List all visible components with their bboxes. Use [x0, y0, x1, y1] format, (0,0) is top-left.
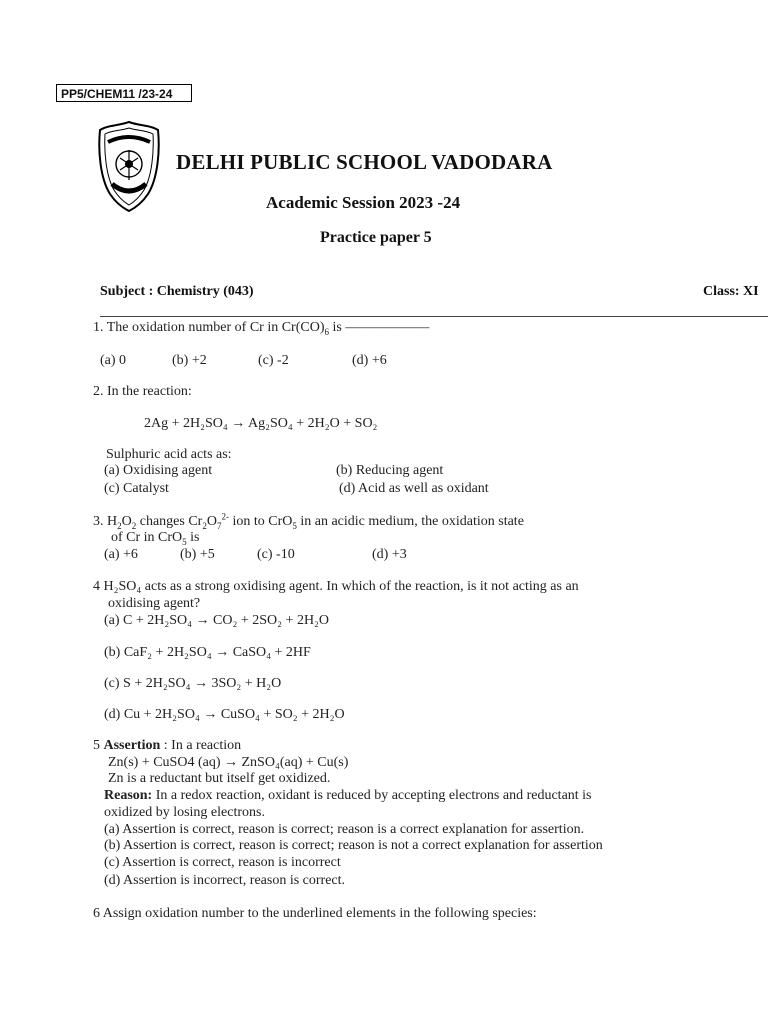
- q2-option-d: (d) Acid as well as oxidant: [339, 481, 489, 496]
- q5-reason-line2: oxidized by losing electrons.: [104, 805, 265, 820]
- q5-reaction: Zn(s) + CuSO4 (aq) → ZnSO₄(aq) + Cu(s): [108, 755, 349, 770]
- q2-reaction: 2Ag + 2H₂SO₄ → Ag₂SO₄ + 2H₂O + SO₂: [144, 416, 378, 431]
- q1-option-a: (a) 0: [100, 353, 127, 368]
- q3-option-b: (b) +5: [180, 547, 215, 562]
- q5-option-c: (c) Assertion is correct, reason is incorrect: [104, 855, 341, 870]
- q5-option-a: (a) Assertion is correct, reason is correct; reason is a correct explanation for assertion.: [104, 822, 585, 837]
- school-name: DELHI PUBLIC SCHOOL VADODARA: [176, 150, 553, 174]
- paper-code: PP5/CHEM11 /23-24: [56, 84, 192, 102]
- question-3-stem: 3. $H_2O_2$ changes $Cr_2O_7^{2-}$ ion to CrO$_5$ in an acidic medium, the oxidation state: [93, 511, 524, 531]
- header-divider: [100, 316, 768, 317]
- class-label: Class: XI: [703, 284, 759, 299]
- question-1-stem: 1. The oxidation number of Cr in $Cr(CO)_6$ is ——————: [93, 320, 430, 337]
- q5-option-b: (b) Assertion is correct, reason is correct; reason is not a correct explanation for assertion: [104, 838, 603, 853]
- q5-reason: Reason: In a redox reaction, oxidant is reduced by accepting electrons and reductant is: [104, 788, 592, 803]
- q2-option-a: (a) Oxidising agent: [104, 463, 213, 478]
- question-3-stem-line2: of Cr in CrO$_5$ is: [111, 530, 200, 547]
- q4-option-d: (d) Cu + 2H₂SO₄ → CuSO₄ + SO₂ + 2H₂O: [104, 707, 345, 722]
- q3-option-a: (a) +6: [104, 547, 138, 562]
- q5-assertion-text: Zn is a reductant but itself get oxidized.: [108, 771, 331, 786]
- q4-option-a: (a) C + 2H₂SO₄ → CO₂ + 2SO₂ + 2H₂O: [104, 613, 330, 628]
- question-4-stem: 4 H₂SO₄ acts as a strong oxidising agent. In which of the reaction, is it not acting as an: [93, 579, 579, 594]
- q1-option-d: (d) +6: [352, 353, 387, 368]
- q1-option-b: (b) +2: [172, 353, 207, 368]
- question-5-assertion: 5 Assertion : In a reaction: [93, 738, 242, 753]
- q4-option-c: (c) S + 2H₂SO₄ → 3SO₂ + H₂O: [104, 676, 282, 691]
- q1-option-c: (c) -2: [258, 353, 289, 368]
- subject-label: Subject : Chemistry (043): [100, 284, 254, 299]
- q3-option-c: (c) -10: [257, 547, 295, 562]
- question-6-stem: 6 Assign oxidation number to the underlined elements in the following species:: [93, 906, 537, 921]
- q4-option-b: (b) CaF₂ + 2H₂SO₄ → CaSO₄ + 2HF: [104, 645, 311, 660]
- q3-option-d: (d) +3: [372, 547, 407, 562]
- question-2-stem: 2. In the reaction:: [93, 384, 192, 399]
- q2-prompt: Sulphuric acid acts as:: [106, 447, 232, 462]
- paper-title: Practice paper 5: [320, 229, 432, 246]
- q5-option-d: (d) Assertion is incorrect, reason is correct.: [104, 873, 346, 888]
- academic-session: Academic Session 2023 -24: [266, 193, 461, 212]
- q2-option-c: (c) Catalyst: [104, 481, 169, 496]
- question-4-stem-line2: oxidising agent?: [108, 596, 201, 611]
- school-crest-logo: [96, 120, 162, 212]
- q2-option-b: (b) Reducing agent: [336, 463, 444, 478]
